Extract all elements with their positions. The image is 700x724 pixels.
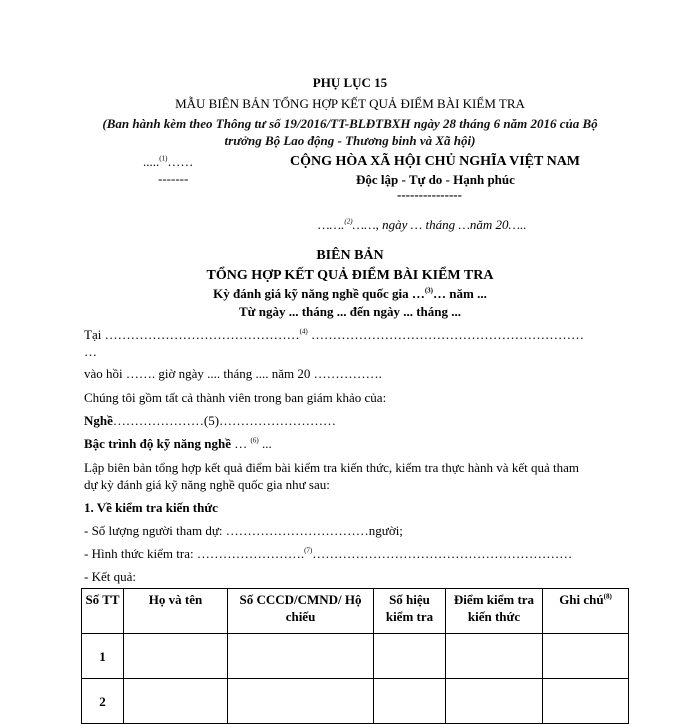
issued-note-line1: (Ban hành kèm theo Thông tư số 19/2016/TT-BLĐTBXH ngày 28 tháng 6 năm 2016 của Bộ xyxy=(102,116,598,131)
form-title: MẪU BIÊN BẢN TỔNG HỢP KẾT QUẢ ĐIỂM BÀI KIỂM TRA xyxy=(175,96,525,111)
exam-form-line: - Hình thức kiểm tra: …………………….$^{(7)}$…………………………………………………… xyxy=(84,546,573,561)
row-number: 2 xyxy=(82,679,124,724)
col-header-stt: Số TT xyxy=(82,589,124,634)
place-line: Tại ………………………………………$^{(4)}$ ……………………………………………………… xyxy=(84,327,584,342)
col-header-id: Số CCCD/CMND/ Hộ chiếu xyxy=(228,589,374,634)
section-1-heading: 1. Về kiểm tra kiến thức xyxy=(84,500,218,515)
agency-name: .....$^{(1)}$…… xyxy=(143,154,194,169)
date-line: …….$^{(2)}$……, ngày … tháng …năm 20….. xyxy=(318,217,527,232)
members-line: Chúng tôi gồm tất cả thành viên trong ban giám khảo của: xyxy=(84,390,387,405)
table-header-row xyxy=(82,589,629,634)
national-slogan: Độc lập - Tự do - Hạnh phúc xyxy=(356,172,515,187)
trade-line: Nghề…………………(5)……………………… xyxy=(84,413,337,428)
place-line-cont: … xyxy=(84,344,97,359)
row-number: 1 xyxy=(82,634,124,679)
table-row xyxy=(82,634,629,679)
participants-line: - Số lượng người tham dự: ……………………………người; xyxy=(84,523,403,538)
period-line: Từ ngày ... tháng ... đến ngày ... tháng ... xyxy=(239,304,461,319)
time-line: vào hồi ……. giờ ngày .... tháng .... năm 20 ……………. xyxy=(84,366,382,381)
table-row xyxy=(82,679,629,724)
intro-line1: Lập biên bản tổng hợp kết quả điểm bài kiểm tra kiến thức, kiểm tra thực hành và kết quả tham xyxy=(84,460,579,475)
appendix-label: PHỤ LỤC 15 xyxy=(312,75,388,90)
country-name: CỘNG HÒA XÃ HỘI CHỦ NGHĨA VIỆT NAM xyxy=(290,154,581,169)
agency-dashes: ------- xyxy=(158,171,189,186)
result-label: - Kết quả: xyxy=(84,569,136,584)
col-header-score: Điểm kiểm tra kiến thức xyxy=(446,589,543,634)
col-header-name: Họ và tên xyxy=(124,589,228,634)
intro-line2: dự kỳ đánh giá kỹ năng nghề quốc gia như sau: xyxy=(84,477,330,492)
document-type: BIÊN BẢN xyxy=(316,248,384,263)
document-title: TỔNG HỢP KẾT QUẢ ĐIỂM BÀI KIỂM TRA xyxy=(206,268,494,283)
slogan-dashes: --------------- xyxy=(397,187,462,202)
col-header-exam-number: Số hiệu kiểm tra xyxy=(374,589,446,634)
level-line: Bậc trình độ kỹ năng nghề … $^{(6)}$ ... xyxy=(84,436,272,451)
issued-note-line2: trưởng Bộ Lao động - Thương binh và Xã hội) xyxy=(224,133,476,148)
col-header-note: Ghi chú$^{(8)}$ xyxy=(543,589,629,634)
results-table xyxy=(81,588,629,724)
exam-line: Kỳ đánh giá kỹ năng nghề quốc gia …$^{(3)}$… năm ... xyxy=(213,286,487,301)
